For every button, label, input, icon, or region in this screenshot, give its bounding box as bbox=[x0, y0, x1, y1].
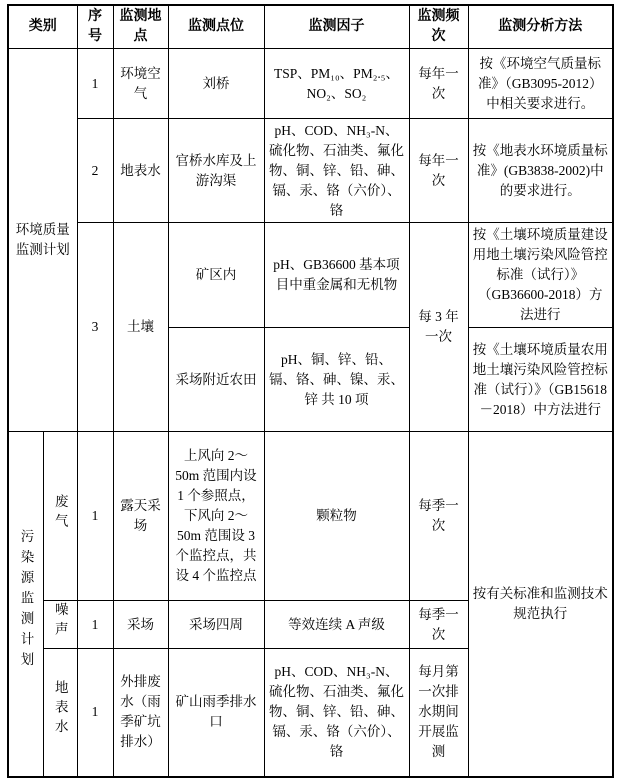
cell-air-factor: TSP、PM₁₀、PM₂.₅、NO₂、SO₂ bbox=[264, 49, 409, 119]
cell-gas-seq: 1 bbox=[77, 432, 113, 601]
cell-gas-location: 露天采场 bbox=[113, 432, 168, 601]
header-factor: 监测因子 bbox=[264, 5, 409, 49]
cell-src-sw-location: 外排废水（雨季矿坑排水） bbox=[113, 649, 168, 777]
cell-sw-factor: pH、COD、NH₃-N、硫化物、石油类、氟化物、铜、锌、铅、砷、镉、汞、铬（六价）、铬 bbox=[264, 119, 409, 223]
cell-noise-seq: 1 bbox=[77, 601, 113, 649]
cell-soil-mining-factor: pH、GB36600 基本项目中重金属和无机物 bbox=[264, 223, 409, 328]
cell-soil-location: 土壤 bbox=[113, 223, 168, 432]
cell-src-sw-frequency: 每月第一次排水期间开展监测 bbox=[409, 649, 468, 777]
cell-air-point: 刘桥 bbox=[168, 49, 264, 119]
cell-noise-point: 采场四周 bbox=[168, 601, 264, 649]
cell-sw-method: 按《地表水环境质量标准》(GB3838-2002)中的要求进行。 bbox=[468, 119, 613, 223]
cell-soil-seq: 3 bbox=[77, 223, 113, 432]
header-location: 监测地点 bbox=[113, 5, 168, 49]
cell-air-method: 按《环境空气质量标准》（GB3095-2012）中相关要求进行。 bbox=[468, 49, 613, 119]
table-row-env-surface-water bbox=[8, 119, 613, 223]
cell-gas-point: 上风向 2～50m 范围内设 1 个参照点，下风向 2～50m 范围设 3 个监控点，共设 4 个监控点 bbox=[168, 432, 264, 601]
cell-soil-farmland-point: 采场附近农田 bbox=[168, 328, 264, 432]
cell-src-sw-type-label: 地表水 bbox=[52, 680, 68, 739]
cell-src-sw-type bbox=[43, 649, 77, 777]
cell-src-sw-seq: 1 bbox=[77, 649, 113, 777]
monitoring-plan-table bbox=[7, 4, 614, 778]
cell-noise-type bbox=[43, 601, 77, 649]
header-seq: 序号 bbox=[77, 5, 113, 49]
cell-air-seq: 1 bbox=[77, 49, 113, 119]
cell-air-frequency: 每年一次 bbox=[409, 49, 468, 119]
cell-noise-factor: 等效连续 A 声级 bbox=[264, 601, 409, 649]
header-category: 类别 bbox=[8, 5, 77, 49]
table-row-src-waste-gas bbox=[8, 432, 613, 601]
cell-soil-farmland-method: 按《土壤环境质量农用地土壤污染风险管控标准（试行）》（GB15618－2018）中方法进行 bbox=[468, 328, 613, 432]
cell-src-sw-factor: pH、COD、NH₃-N、硫化物、石油类、氟化物、铜、锌、铅、砷、镉、汞、铬（六价）、铬 bbox=[264, 649, 409, 777]
cell-soil-frequency: 每 3 年一次 bbox=[409, 223, 468, 432]
cell-noise-type-label: 噪声 bbox=[52, 602, 68, 641]
header-method: 监测分析方法 bbox=[468, 5, 613, 49]
table-header-row bbox=[8, 5, 613, 49]
cell-sw-location: 地表水 bbox=[113, 119, 168, 223]
cell-soil-mining-point: 矿区内 bbox=[168, 223, 264, 328]
cell-soil-farmland-factor: pH、铜、锌、铅、镉、铬、砷、镍、汞、锌 共 10 项 bbox=[264, 328, 409, 432]
header-frequency: 监测频次 bbox=[409, 5, 468, 49]
cell-sw-seq: 2 bbox=[77, 119, 113, 223]
cell-gas-frequency: 每季一次 bbox=[409, 432, 468, 601]
table-row-env-soil-mining bbox=[8, 223, 613, 328]
cell-src-sw-point: 矿山雨季排水口 bbox=[168, 649, 264, 777]
header-point: 监测点位 bbox=[168, 5, 264, 49]
category-pollution-source-label: 污染源监测计划 bbox=[18, 529, 34, 673]
cell-sw-frequency: 每年一次 bbox=[409, 119, 468, 223]
category-env-quality: 环境质量监测计划 bbox=[8, 49, 77, 432]
cell-air-location: 环境空气 bbox=[113, 49, 168, 119]
category-pollution-source bbox=[8, 432, 43, 777]
cell-gas-factor: 颗粒物 bbox=[264, 432, 409, 601]
cell-src-method: 按有关标准和监测技术规范执行 bbox=[468, 432, 613, 777]
cell-sw-point: 官桥水库及上游沟渠 bbox=[168, 119, 264, 223]
cell-noise-frequency: 每季一次 bbox=[409, 601, 468, 649]
cell-soil-mining-method: 按《土壤环境质量建设用地土壤污染风险管控标准（试行）》（GB36600-2018）方法进行 bbox=[468, 223, 613, 328]
table-row-env-air bbox=[8, 49, 613, 119]
cell-gas-type-label: 废气 bbox=[52, 493, 68, 533]
cell-noise-location: 采场 bbox=[113, 601, 168, 649]
cell-gas-type bbox=[43, 432, 77, 601]
